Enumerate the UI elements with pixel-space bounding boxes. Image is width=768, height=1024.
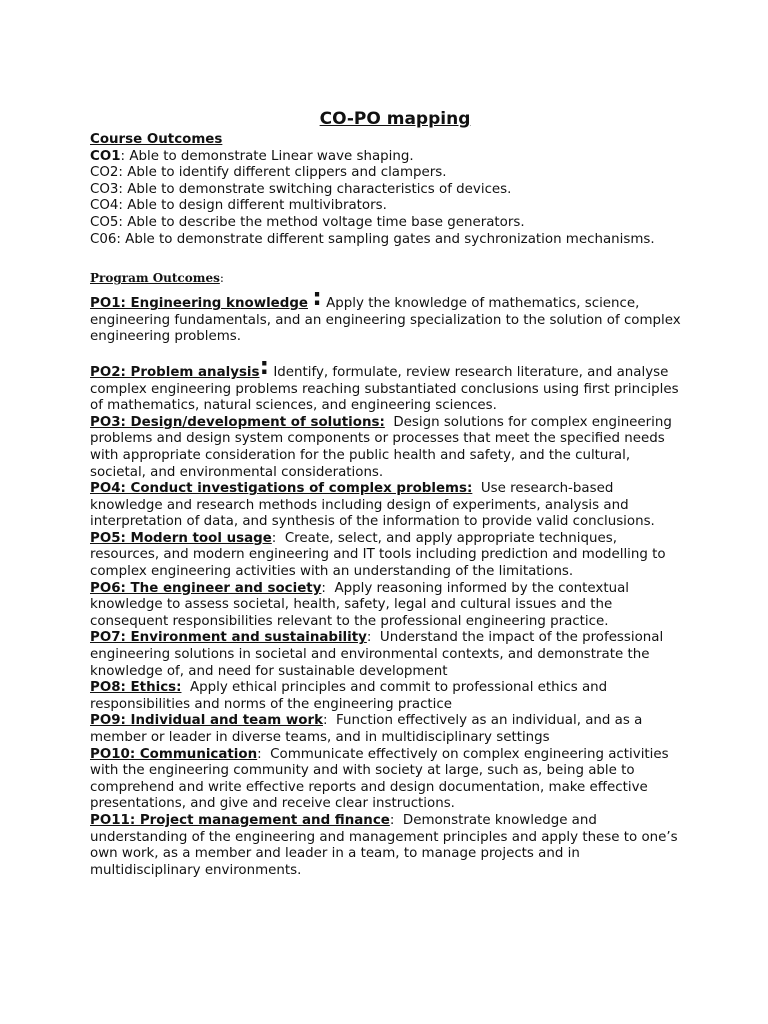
program-outcome-label: PO11: Project management and finance	[90, 812, 390, 828]
program-outcome-text: Apply reasoning informed by the contextual knowledge to assess societal, health, safety, legal and cultural issues and the consequent responsibilities relevant to the professional engineering practice.	[90, 580, 630, 629]
course-outcome-item	[90, 232, 690, 249]
program-outcome-item	[90, 283, 690, 346]
program-outcome-item	[90, 481, 690, 531]
program-outcome-colon: :	[271, 530, 277, 546]
course-outcome-item	[90, 182, 690, 199]
course-outcome-item	[90, 149, 690, 166]
program-outcomes-heading-colon: :	[219, 271, 224, 286]
course-outcome-separator: :	[118, 198, 128, 214]
program-outcome-item	[90, 747, 690, 813]
program-outcome-colon: :	[312, 283, 322, 312]
course-outcome-separator: :	[116, 231, 126, 247]
program-outcome-label: PO6: The engineer and society	[90, 580, 322, 596]
program-outcome-text: Function effectively as an individual, and as a member or leader in diverse teams, and in multidisciplinary settings	[90, 713, 643, 745]
program-outcome-text: Use research-based knowledge and research methods including design of experiments, analysis and interpretation of data, and synthesis of the information to provide valid conclusions.	[90, 481, 655, 530]
program-outcome-colon: :	[366, 630, 372, 646]
course-outcome-separator: :	[120, 148, 130, 164]
program-outcome-item	[90, 531, 690, 581]
program-outcome-label: PO1: Engineering knowledge	[90, 296, 308, 312]
program-outcome-colon: :	[257, 746, 262, 762]
program-outcome-item	[90, 630, 690, 680]
program-outcome-item	[90, 813, 690, 879]
course-outcome-separator: :	[118, 214, 128, 230]
document-page	[90, 108, 690, 879]
course-outcome-code: C06	[90, 231, 117, 247]
program-outcome-item	[90, 351, 690, 415]
program-outcome-label: PO2: Problem analysis	[90, 364, 260, 380]
program-outcomes-heading-line	[90, 270, 690, 286]
course-outcome-code: CO4	[90, 198, 119, 214]
course-outcome-code: CO5	[90, 214, 119, 230]
program-outcome-text: Demonstrate knowledge and understanding of the engineering and management principles and apply these to one’s own work, as a member and leader in a team, to manage projects and in multidisciplinary environments.	[90, 812, 678, 878]
program-outcome-text: Apply ethical principles and commit to professional ethics and responsibilities and norms of the engineering practice	[90, 680, 608, 712]
course-outcome-item	[90, 165, 690, 182]
program-outcome-item	[90, 680, 690, 713]
course-outcome-code: CO2	[90, 165, 119, 181]
course-outcome-text: Able to identify different clippers and clampers.	[127, 165, 447, 181]
course-outcome-text: Able to describe the method voltage time base generators.	[127, 214, 525, 230]
program-outcome-text: Apply the knowledge of mathematics, science, engineering fundamentals, and an engineering specialization to the solution of complex engineering problems.	[90, 296, 681, 345]
course-outcome-item	[90, 215, 690, 232]
page-title: CO-PO mapping	[319, 109, 471, 129]
course-outcome-item	[90, 198, 690, 215]
program-outcomes-heading: Program Outcomes	[90, 271, 220, 286]
program-outcome-colon: :	[259, 351, 270, 380]
program-outcome-item	[90, 415, 690, 481]
course-outcome-text: Able to demonstrate switching characteristics of devices.	[127, 181, 512, 197]
course-outcome-code: CO3	[90, 181, 119, 197]
course-outcome-code: CO1	[90, 148, 121, 164]
program-outcome-label: PO8: Ethics:	[90, 680, 182, 696]
program-outcome-colon: :	[322, 713, 328, 729]
program-outcome-text: Design solutions for complex engineering problems and design system components or processes that meet the specified needs with appropriate consideration for the public health and safety, and the cultural, societal, and environmental considerations.	[90, 414, 672, 480]
program-outcome-label: PO4: Conduct investigations of complex problems:	[90, 481, 473, 497]
course-outcome-separator: :	[118, 165, 128, 181]
program-outcome-text: Understand the impact of the professional engineering solutions in societal and environmental contexts, and demonstrate the knowledge of, and need for sustainable development	[90, 630, 664, 679]
course-outcomes-heading: Course Outcomes	[90, 132, 223, 147]
program-outcome-text: Identify, formulate, review research literature, and analyse complex engineering problems reaching substantiated conclusions using first principles of mathematics, natural sciences, and engineering sciences.	[90, 364, 679, 414]
program-outcome-colon: :	[389, 812, 395, 828]
program-outcome-text: Create, select, and apply appropriate techniques, resources, and modern engineering and IT tools including prediction and modelling to complex engineering activities with an understanding of the limitations.	[90, 530, 666, 580]
program-outcome-label: PO10: Communication	[90, 746, 258, 762]
program-outcome-colon: :	[321, 580, 326, 596]
course-outcome-text: Able to demonstrate different sampling gates and sychronization mechanisms.	[125, 231, 655, 247]
course-outcome-separator: :	[118, 181, 128, 197]
program-outcome-label: PO7: Environment and sustainability	[90, 630, 367, 646]
program-outcome-label: PO5: Modern tool usage	[90, 530, 272, 546]
program-outcome-label: PO3: Design/development of solutions:	[90, 414, 385, 430]
program-outcome-item	[90, 713, 690, 746]
course-outcome-text: Able to demonstrate Linear wave shaping.	[129, 148, 414, 164]
program-outcome-label: PO9: Individual and team work	[90, 713, 323, 729]
program-outcome-text: Communicate effectively on complex engineering activities with the engineering community and with society at large, such as, being able to comprehend and write effective reports and design documentation, make effective presentations, and give and receive clear instructions.	[90, 746, 669, 812]
course-outcome-text: Able to design different multivibrators.	[127, 198, 387, 214]
program-outcome-item	[90, 581, 690, 631]
